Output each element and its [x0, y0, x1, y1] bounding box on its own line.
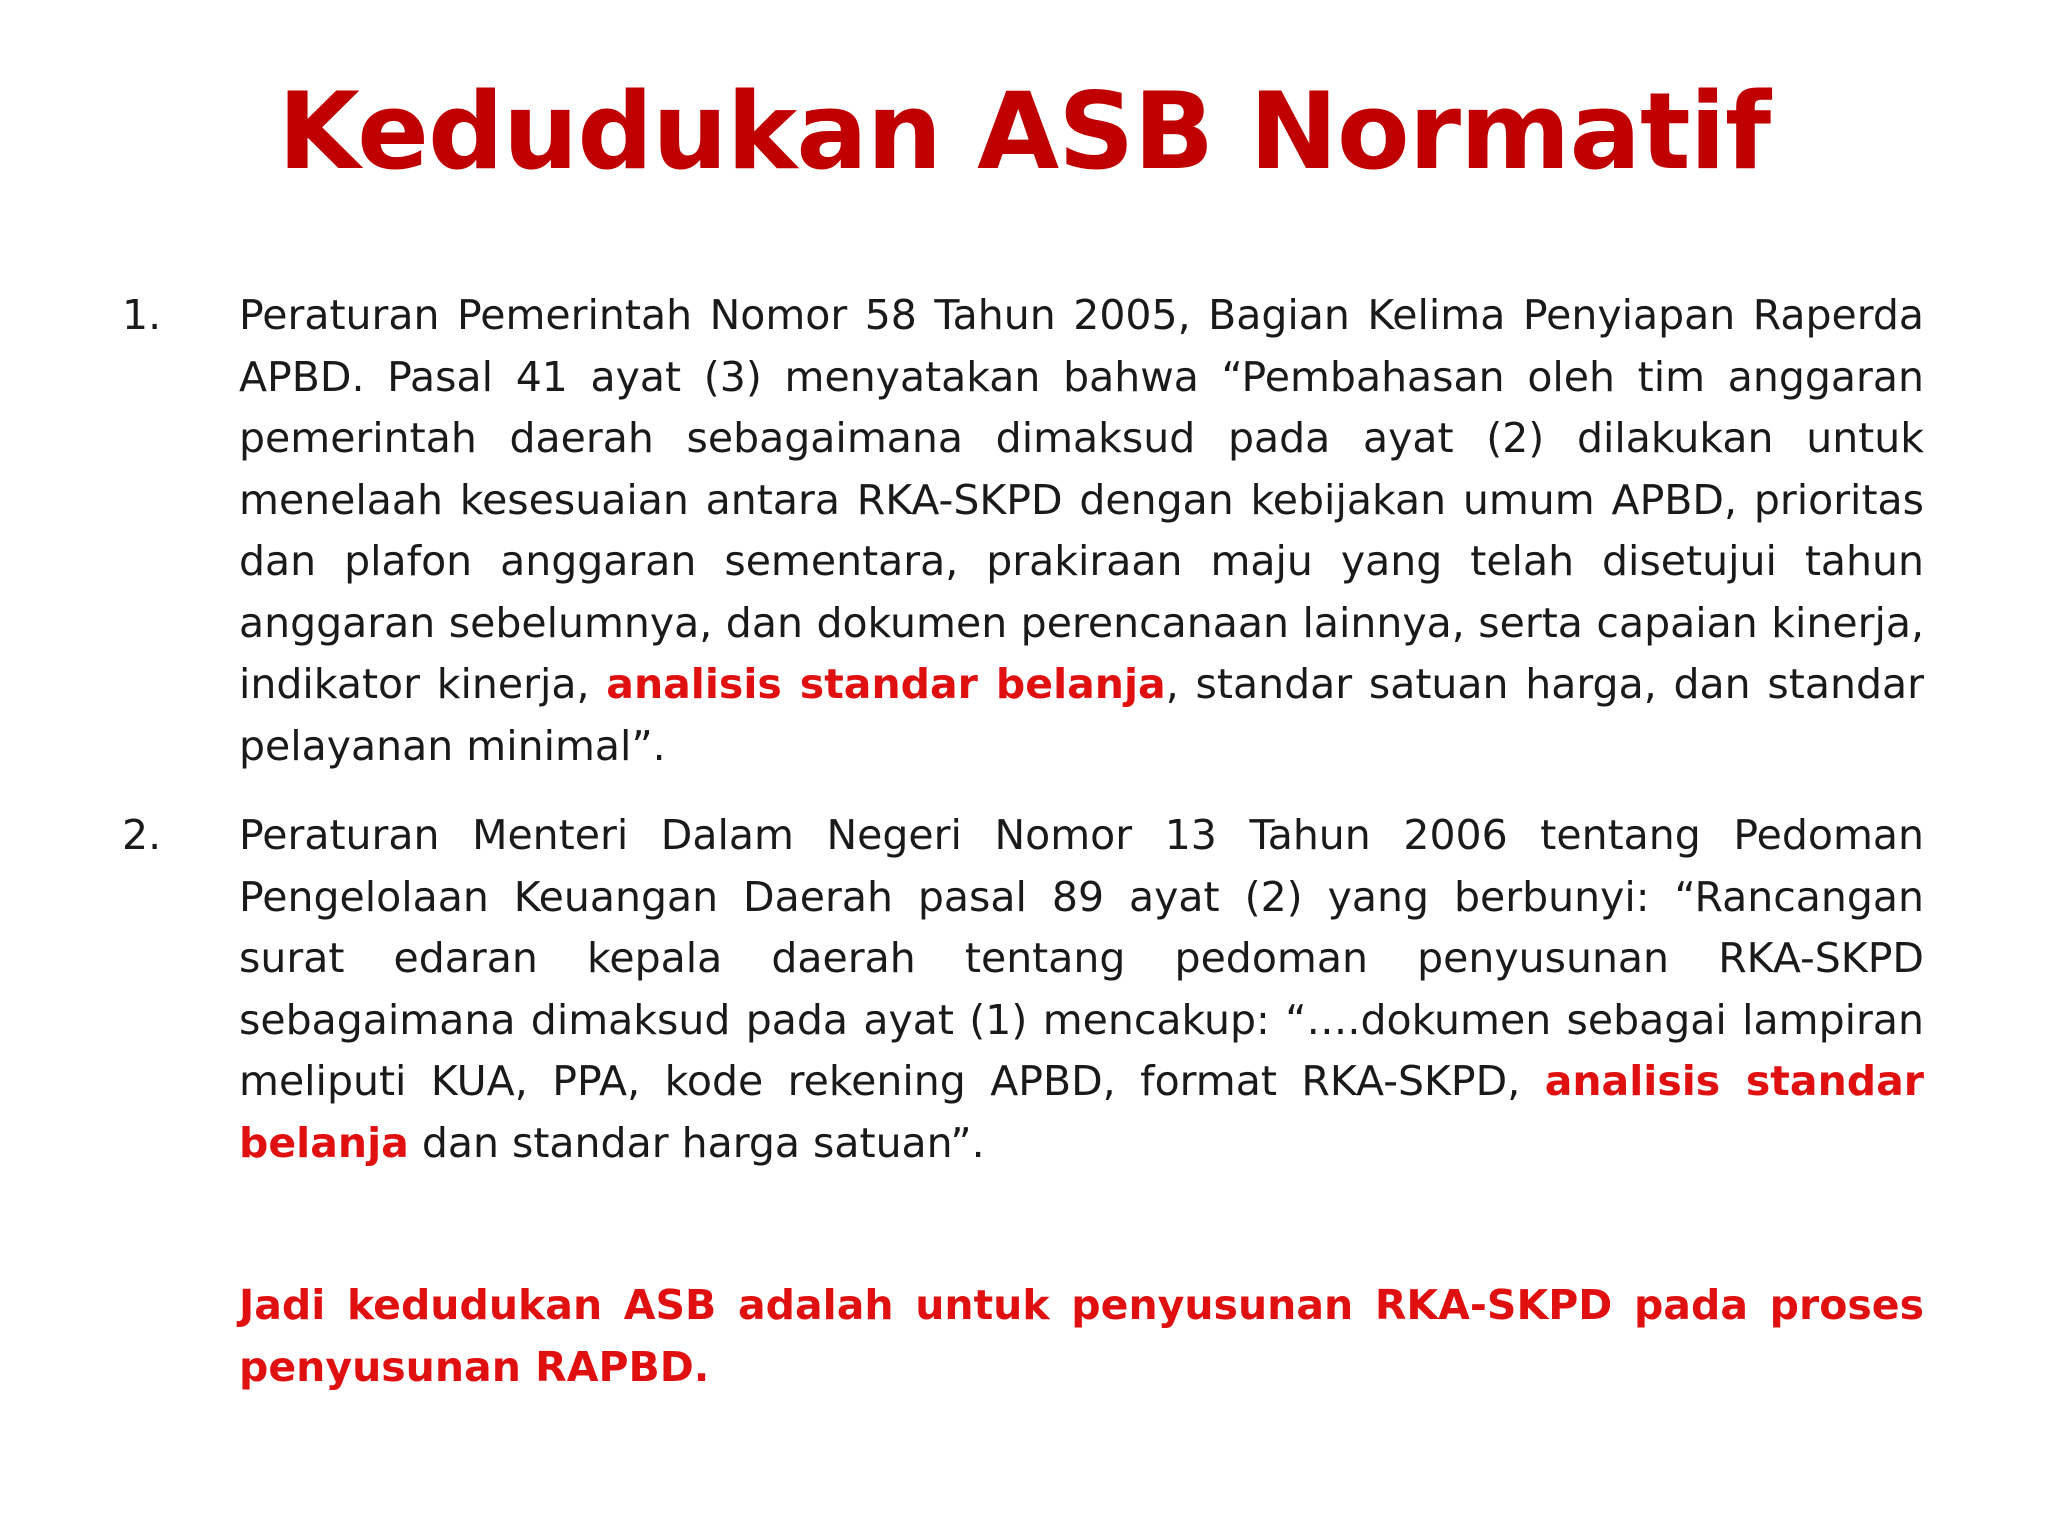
highlight-text: analisis standar belanja [239, 1057, 1924, 1167]
list-item-1 [122, 285, 1924, 777]
list-item-text-after: , standar satuan harga, dan standar pelayanan minimal”. [239, 660, 1924, 770]
list-item-text-after: dan standar harga satuan”. [408, 1118, 985, 1167]
list-item-text-before: Peraturan Menteri Dalam Negeri Nomor 13 Tahun 2006 tentang Pedoman Pengelolaan Keuangan Daerah pasal 89 ayat (2) yang berbunyi: “Rancangan surat edaran kepala daerah tentang pedoman penyusunan RKA-SKPD sebagaimana dimaksud pada ayat (1) mencakup: “….dokumen sebagai lampiran meliputi KUA, PPA, kode rekening APBD, format RKA-SKPD, [239, 811, 1924, 1105]
list-item-text [239, 805, 1924, 1174]
numbered-list [122, 285, 1924, 1202]
list-item-2 [122, 805, 1924, 1174]
list-item-number: 1. [122, 291, 162, 339]
list-item-number: 2. [122, 811, 162, 859]
conclusion-text: Jadi kedudukan ASB adalah untuk penyusunan RKA-SKPD pada proses penyusunan RAPBD. [239, 1281, 1924, 1391]
list-item-text [239, 285, 1924, 777]
highlight-text: analisis standar belanja [606, 660, 1166, 708]
slide-title: Kedudukan ASB Normatif [277, 70, 1771, 193]
list-item-text-before: Peraturan Pemerintah Nomor 58 Tahun 2005, Bagian Kelima Penyiapan Raperda APBD. Pasal 41 ayat (3) menyatakan bahwa “Pembahasan oleh tim anggaran pemerintah daerah sebagaimana dimaksud pada ayat (2) dilakukan untuk menelaah kesesuaian antara RKA-SKPD dengan kebijakan umum APBD, prioritas dan plafon anggaran sementara, prakiraan maju yang telah disetujui tahun anggaran sebelumnya, dan dokumen perencanaan lainnya, serta capaian kinerja, indikator kinerja, [239, 291, 1924, 708]
